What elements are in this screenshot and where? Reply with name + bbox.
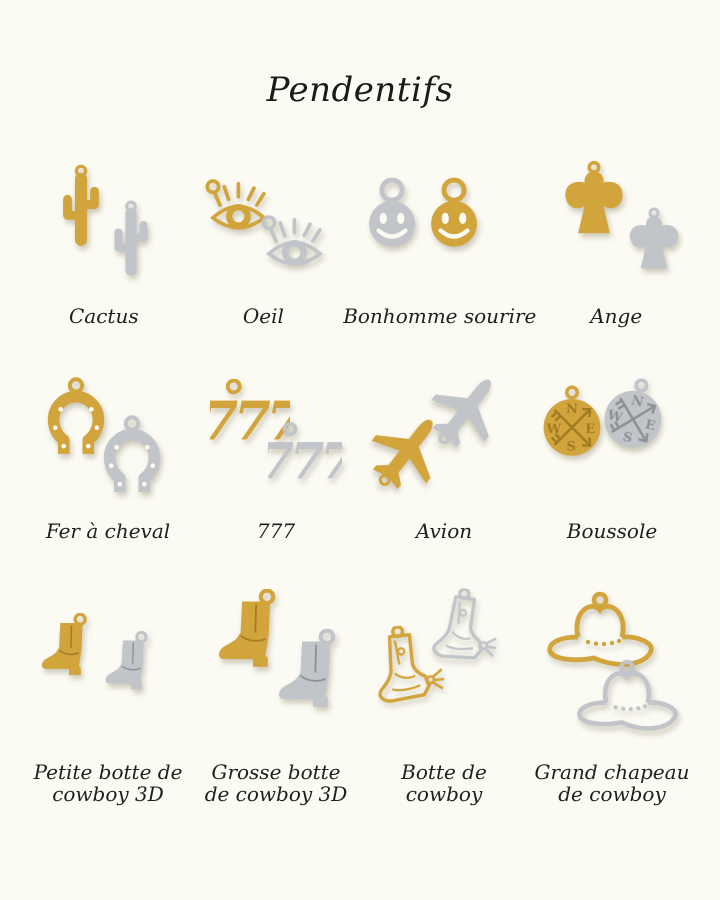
smiley-charm-gold-icon <box>427 174 481 252</box>
charm-item-eye <box>184 152 344 327</box>
page-title: Pendentifs <box>266 70 454 110</box>
charm-item-airplane <box>360 367 528 542</box>
compass-charm-silver-icon <box>594 371 674 460</box>
triple-seven-charm-silver-icon <box>268 422 342 491</box>
charm-row-3 <box>0 583 720 806</box>
charm-row-2 <box>0 367 720 542</box>
charm-item-cactus <box>24 152 184 327</box>
charm-images-cactus <box>24 152 184 297</box>
charm-images-eye <box>184 152 344 297</box>
charm-label: Grosse botte de cowboy 3D <box>204 759 348 807</box>
small-cowboy-boot-3d-gold-icon <box>38 613 100 680</box>
charm-images-smiley <box>343 152 536 297</box>
charm-label: Cactus <box>68 304 139 328</box>
charm-label: Bonhomme sourire <box>343 304 537 328</box>
angel-charm-silver-icon <box>622 207 686 279</box>
compass-charm-gold-icon <box>540 385 604 461</box>
charm-label: Fer à cheval <box>45 519 171 544</box>
charm-item-777 <box>192 367 360 542</box>
charm-label: Grand chapeau de cowboy <box>534 759 690 807</box>
big-cowboy-boot-3d-silver-icon <box>274 629 352 713</box>
cactus-charm-silver-icon <box>106 200 156 285</box>
small-cowboy-boot-3d-silver-icon <box>102 631 160 694</box>
charm-images-small-boot-3d <box>24 583 192 753</box>
cowboy-hat-silver-icon <box>572 659 682 746</box>
charm-item-small-boot-3d <box>24 583 192 806</box>
charm-images-big-boot-3d <box>192 583 360 753</box>
charm-images-cowboy-boot <box>360 583 528 753</box>
charm-item-horseshoe <box>24 367 192 542</box>
charm-grid <box>0 152 720 806</box>
charm-label: Avion <box>415 519 473 544</box>
charm-label: Oeil <box>242 304 284 328</box>
cactus-charm-gold-icon <box>54 164 108 256</box>
charm-images-cowboy-hat <box>528 583 696 753</box>
charm-images-horseshoe <box>24 367 192 512</box>
charm-images-compass <box>528 367 696 512</box>
charm-label: Boussole <box>566 519 658 544</box>
angel-charm-gold-icon <box>556 160 632 246</box>
charm-item-big-boot-3d <box>192 583 360 806</box>
charm-item-angel <box>536 152 696 327</box>
smiley-charm-silver-icon <box>365 174 419 252</box>
charm-label: Ange <box>590 304 643 328</box>
charm-label: Botte de cowboy <box>401 759 487 807</box>
horseshoe-charm-silver-icon <box>98 415 166 498</box>
eye-charm-silver-icon <box>256 210 330 275</box>
charm-images-airplane <box>360 367 528 512</box>
cowboy-boot-silver-icon <box>425 584 505 671</box>
charm-label: 777 <box>256 519 296 544</box>
charm-item-cowboy-hat <box>528 583 696 806</box>
charm-label: Petite botte de cowboy 3D <box>33 759 183 807</box>
charm-item-cowboy-boot <box>360 583 528 806</box>
charm-item-compass <box>528 367 696 542</box>
charm-images-angel <box>536 152 696 297</box>
charm-item-smiley <box>343 152 536 327</box>
charm-images-777 <box>192 367 360 512</box>
charm-row-1 <box>0 152 720 327</box>
